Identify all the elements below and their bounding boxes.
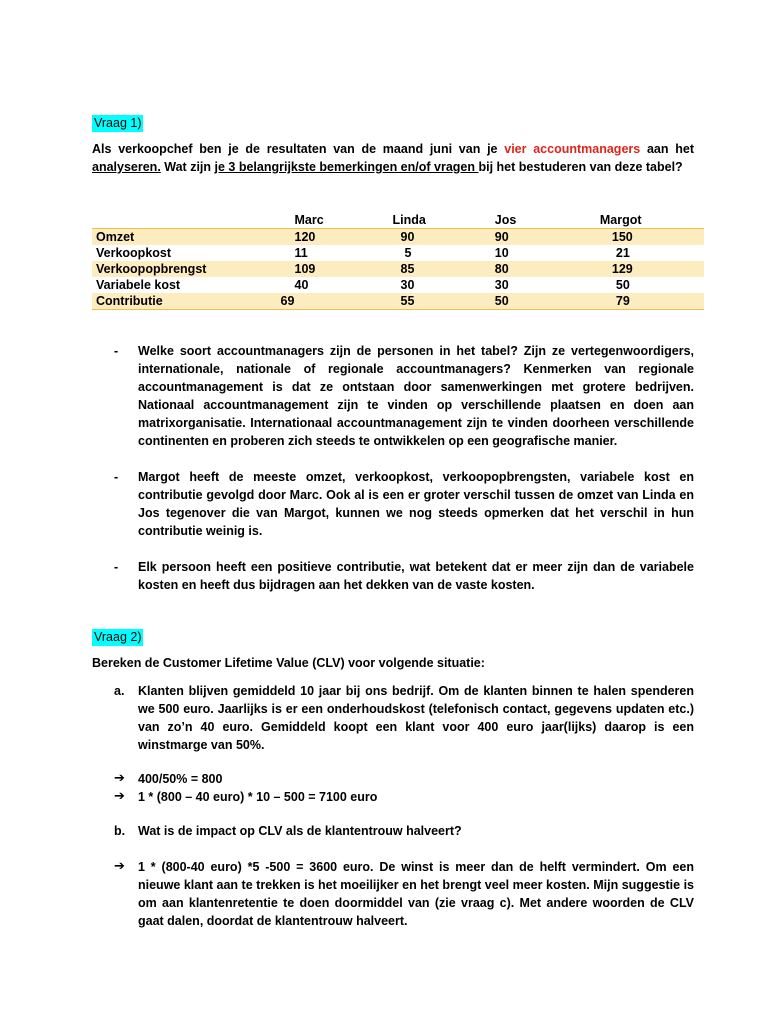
sub-question-a: a. Klanten blijven gemiddeld 10 jaar bij ons bedrijf. Om de klanten binnen te halen spenderen we 500 euro. Jaarlijks is er een onderhoudskost (telefonisch contact, gegevens updaten etc.) van zo’n 40 euro. Gemiddeld koopt een klant voor 400 euro jaar(lijks) daarop is een winstmarge van 50%. — [114, 684, 694, 752]
highlight-red-text: vier accountmanagers — [504, 142, 641, 156]
table-header-row — [92, 212, 704, 229]
question-2-title: Bereken de Customer Lifetime Value (CLV) voor volgende situatie: — [92, 656, 485, 670]
arrow-right-icon: ➔ — [114, 859, 125, 874]
table-row: Verkoopopbrengst 109 85 80 129 — [92, 261, 704, 277]
table-row: Contributie 69 55 50 79 — [92, 293, 704, 310]
arrow-right-icon: ➔ — [114, 771, 125, 786]
calc-line-2: ➔ 1 * (800 – 40 euro) * 10 – 500 = 7100 euro — [114, 789, 378, 804]
question-2-label: Vraag 2) — [94, 630, 142, 644]
col-header-linda: Linda — [392, 213, 426, 227]
question-1-intro: Als verkoopchef ben je de resultaten van de maand juni van je vier accountmanagers aan het analyseren. Wat zijn je 3 belangrijkste bemerkingen en/of vragen bij het bestuderen van deze tabel? — [92, 142, 694, 174]
table-row: Variabele kost 40 30 30 50 — [96, 278, 630, 292]
question-1-label: Vraag 1) — [94, 116, 142, 130]
results-table — [92, 212, 704, 310]
calc-line-1: ➔ 400/50% = 800 — [114, 771, 223, 786]
answer-b: ➔ 1 * (800-40 euro) *5 -500 = 3600 euro. De winst is meer dan de helft vermindert. Om een nieuwe klant aan te trekken is het moeilijker en het brengt veel meer kosten. Mijn suggestie is om aan klantenretentie te doen doormiddel van (zie vraag c). Met andere woorden de CLV gaat dalen, doordat de klantentrouw halveert. — [114, 859, 694, 928]
col-header-margot: Margot — [599, 213, 642, 227]
sub-question-b: b. Wat is de impact op CLV als de klantentrouw halveert? — [114, 824, 462, 838]
list-item: - Margot heeft de meeste omzet, verkoopkost, verkoopopbrengsten, variabele kost en contributie gevolgd door Marc. Ook al is een er groter verschil tussen de omzet van Linda en Jos tegenover die van Margot, kunnen we nog steeds opmerken dat het verschil in hun contributie weinig is. — [114, 470, 694, 538]
table-row: Omzet 120 90 90 150 — [92, 229, 704, 246]
list-item: - Elk persoon heeft een positieve contributie, wat betekent dat er meer zijn dan de variabele kosten en heeft dus bijdragen aan het dekken van de vaste kosten. — [114, 560, 694, 592]
observations-list — [92, 342, 694, 612]
col-header-jos: Jos — [494, 213, 517, 227]
arrow-right-icon: ➔ — [114, 789, 125, 804]
col-header-marc: Marc — [294, 213, 324, 227]
list-item: - Welke soort accountmanagers zijn de personen in het tabel? Zijn ze vertegenwoordigers, internationale, nationale of regionale accountmanagers? Kenmerken van regionale accountmanagement is dat ze ontstaan door samenwerkingen met grotere bedrijven. Nationaal accountmanagement zijn te vinden op verschillende plaatsen en doen aan matrixorganisatie. Internationaal accountmanagement zijn te vinden doorheen verschillende continenten en proberen zich steeds te ontwikkelen op een geografische manier. — [114, 344, 694, 448]
table-row: Verkoopkost 11 5 10 21 — [96, 246, 630, 260]
